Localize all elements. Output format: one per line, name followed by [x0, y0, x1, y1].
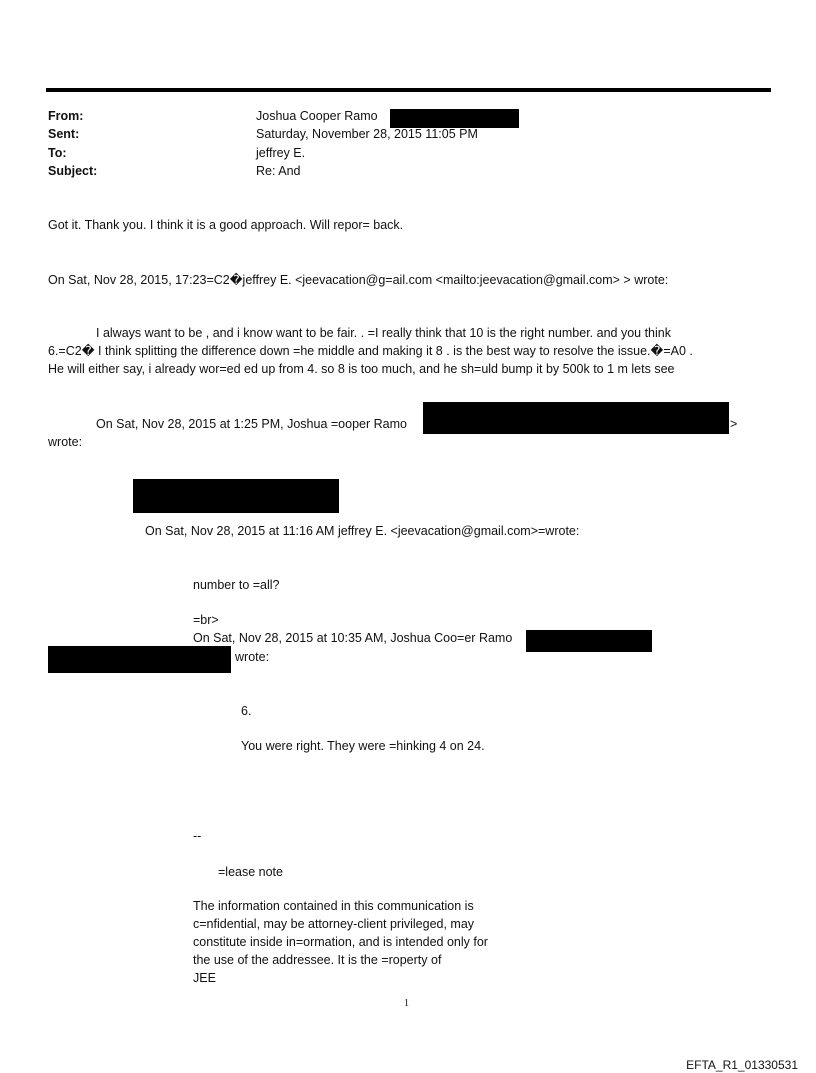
disclaimer-line: The information contained in this communication is: [193, 899, 474, 913]
quote4-line2: You were right. They were =hinking 4 on 24.: [241, 739, 485, 753]
disclaimer-line: c=nfidential, may be attorney-client privileged, may: [193, 917, 475, 931]
reply-text: Got it. Thank you. I think it is a good approach. Will repor= back.: [48, 218, 404, 232]
redaction-quote4-email-b: [48, 646, 231, 673]
sent-label: Sent:: [48, 127, 80, 141]
quote4-line1: 6.: [241, 704, 252, 718]
signature-note: =lease note: [218, 865, 283, 879]
redaction-from-email: [390, 109, 519, 128]
document-id: EFTA_R1_01330531: [686, 1058, 798, 1072]
sent-value: Saturday, November 28, 2015 11:05 PM: [256, 127, 478, 141]
to-label: To:: [48, 146, 67, 160]
from-label: From:: [48, 109, 84, 123]
quote2-wrote: wrote:: [48, 435, 83, 449]
to-value: jeffrey E.: [256, 146, 306, 160]
redaction-quote4-email-a: [526, 630, 652, 652]
quote4-header: On Sat, Nov 28, 2015 at 10:35 AM, Joshua Coo=er Ramo: [193, 631, 513, 645]
quote3-line2: =br>: [193, 613, 219, 627]
header-rule: [46, 88, 771, 92]
disclaimer-line: JEE: [193, 971, 216, 985]
quote1-line3: He will either say, i already wor=ed ed up from 4. so 8 is too much, and he sh=uld bump it by 500k to 1 m lets see: [48, 362, 675, 376]
subject-label: Subject:: [48, 164, 98, 178]
subject-value: Re: And: [256, 164, 301, 178]
quote4-wrote: wrote:: [235, 650, 270, 664]
redaction-quote2-body: [133, 479, 339, 513]
signature-dashes: --: [193, 829, 202, 843]
quote2-header-bracket: >: [730, 417, 738, 431]
disclaimer-line: the use of the addressee. It is the =roperty of: [193, 953, 442, 967]
disclaimer-line: constitute inside in=ormation, and is intended only for: [193, 935, 488, 949]
quote1-line2: 6.=C2� I think splitting the difference down =he middle and making it 8 . is the best way to resolve the issue.�=A0 .: [48, 344, 693, 358]
page-number: 1: [404, 998, 409, 1009]
quote1-header: On Sat, Nov 28, 2015, 17:23=C2�jeffrey E. <jeevacation@g=ail.com <mailto:jeevacation@gmail.com> > wrote:: [48, 273, 669, 287]
quote3-header: On Sat, Nov 28, 2015 at 11:16 AM jeffrey E. <jeevacation@gmail.com>=wrote:: [145, 524, 580, 538]
from-value: Joshua Cooper Ramo: [256, 109, 378, 123]
quote1-line1: I always want to be , and i know want to be fair. . =I really think that 10 is the right number. and you think: [96, 326, 671, 340]
quote3-line1: number to =all?: [193, 578, 280, 592]
redaction-quote2-email: [423, 402, 729, 434]
quote2-header: On Sat, Nov 28, 2015 at 1:25 PM, Joshua =ooper Ramo: [96, 417, 407, 431]
